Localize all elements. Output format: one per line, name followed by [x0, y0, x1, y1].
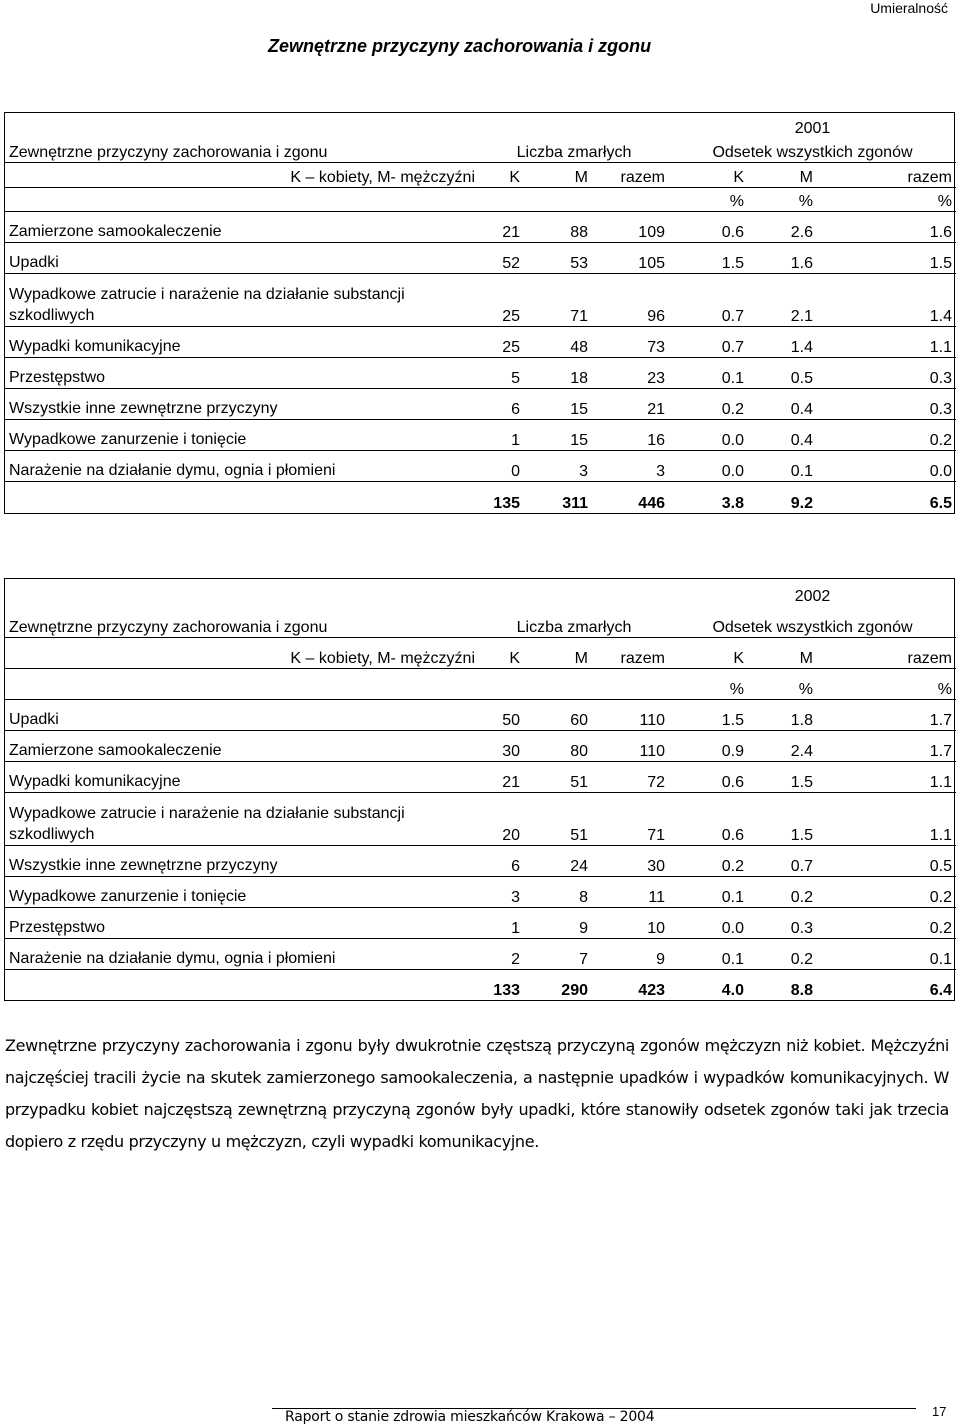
- value-cell: 2.1: [748, 273, 817, 326]
- value-cell: 1.1: [817, 761, 956, 792]
- table-row: [5, 326, 956, 357]
- value-cell: 0.1: [669, 876, 748, 907]
- subheader-k: K: [479, 637, 524, 668]
- table-2002: [4, 578, 955, 1001]
- value-cell: 0.2: [669, 845, 748, 876]
- subheader-razem: razem: [817, 637, 956, 668]
- value-cell: 3: [524, 450, 592, 481]
- value-cell: 2.6: [748, 211, 817, 242]
- total-value: 290: [561, 982, 588, 999]
- cause-label: Zamierzone samookaleczenie: [5, 730, 479, 761]
- value-cell: 25: [479, 326, 524, 357]
- total-value: 6.5: [929, 495, 952, 512]
- value-cell: 0.1: [669, 938, 748, 969]
- value-cell: 48: [524, 326, 592, 357]
- value-cell: 21: [479, 211, 524, 242]
- subheader-m: M: [748, 637, 817, 668]
- value-cell: 72: [592, 761, 669, 792]
- value-cell: 0.3: [817, 357, 956, 388]
- table-row: [5, 419, 956, 450]
- value-cell: 0.2: [748, 876, 817, 907]
- value-cell: 30: [592, 845, 669, 876]
- value-cell: 71: [592, 792, 669, 845]
- value-cell: 51: [524, 792, 592, 845]
- subheader-k: K: [479, 162, 524, 187]
- cause-label: Przestępstwo: [5, 907, 479, 938]
- total-row: [5, 969, 956, 1000]
- value-cell: 0.7: [748, 845, 817, 876]
- total-value: 311: [562, 495, 588, 512]
- cause-label: Wypadkowe zatrucie i narażenie na działanie substancji szkodliwych: [5, 792, 479, 845]
- cause-label: Narażenie na działanie dymu, ognia i płomieni: [5, 450, 479, 481]
- value-cell: 1: [479, 907, 524, 938]
- value-cell: 8: [524, 876, 592, 907]
- value-cell: 0.2: [817, 419, 956, 450]
- value-cell: 0.6: [669, 792, 748, 845]
- value-cell: 0.3: [817, 388, 956, 419]
- value-cell: 3: [592, 450, 669, 481]
- year-row: [5, 579, 956, 606]
- value-cell: 0.4: [748, 419, 817, 450]
- table-row: [5, 699, 956, 730]
- empty-cell: [5, 481, 479, 513]
- value-cell: 15: [524, 419, 592, 450]
- value-cell: 50: [479, 699, 524, 730]
- total-value: 3.8: [721, 495, 744, 512]
- table-row: [5, 730, 956, 761]
- sex-legend: K – kobiety, M- mężczyźni: [5, 637, 479, 668]
- running-header: Umieralność: [870, 0, 948, 16]
- value-cell: 9: [524, 907, 592, 938]
- value-cell: 0.0: [669, 907, 748, 938]
- total-value: 133: [493, 982, 520, 999]
- subheader-razem: razem: [817, 162, 956, 187]
- column-header-row: [5, 138, 956, 162]
- percent-column-header: Odsetek wszystkich zgonów: [669, 138, 956, 162]
- year-row: [5, 113, 956, 138]
- value-cell: 1.8: [748, 699, 817, 730]
- table-row: [5, 388, 956, 419]
- table-row: [5, 273, 956, 326]
- table-2001: [4, 112, 955, 514]
- value-cell: 0.6: [669, 761, 748, 792]
- footer-text: Raport o stanie zdrowia mieszkańców Krakowa – 2004: [285, 1409, 655, 1425]
- empty-cell: [5, 579, 669, 606]
- table-row: [5, 211, 956, 242]
- value-cell: 1.5: [748, 761, 817, 792]
- page-title: Zewnętrzne przyczyny zachorowania i zgonu: [268, 36, 652, 56]
- value-cell: 0.9: [669, 730, 748, 761]
- value-cell: 0.5: [748, 357, 817, 388]
- value-cell: 96: [592, 273, 669, 326]
- value-cell: 21: [592, 388, 669, 419]
- value-cell: 16: [592, 419, 669, 450]
- subheader-k: K: [669, 637, 748, 668]
- value-cell: 25: [479, 273, 524, 326]
- total-value: 423: [638, 982, 665, 999]
- value-cell: 0.1: [817, 938, 956, 969]
- year-label: 2001: [794, 120, 831, 137]
- value-cell: 0.2: [817, 907, 956, 938]
- value-cell: 23: [592, 357, 669, 388]
- cause-label: Wypadki komunikacyjne: [5, 761, 479, 792]
- value-cell: 10: [592, 907, 669, 938]
- value-cell: 1.5: [748, 792, 817, 845]
- table-row: [5, 938, 956, 969]
- value-cell: 30: [479, 730, 524, 761]
- cause-label: Wszystkie inne zewnętrzne przyczyny: [5, 845, 479, 876]
- value-cell: 53: [524, 242, 592, 273]
- value-cell: 105: [592, 242, 669, 273]
- table-row: [5, 242, 956, 273]
- value-cell: 9: [592, 938, 669, 969]
- value-cell: 0.0: [669, 419, 748, 450]
- value-cell: 0.1: [748, 450, 817, 481]
- value-cell: 109: [592, 211, 669, 242]
- table-row: [5, 876, 956, 907]
- value-cell: 3: [479, 876, 524, 907]
- subheader-row: [5, 162, 956, 187]
- value-cell: 110: [592, 699, 669, 730]
- sex-legend: K – kobiety, M- mężczyźni: [5, 162, 479, 187]
- value-cell: 1.7: [817, 699, 956, 730]
- value-cell: 1.5: [669, 242, 748, 273]
- page-number: 17: [932, 1404, 947, 1419]
- unit-percent: %: [669, 187, 748, 211]
- value-cell: 0.1: [669, 357, 748, 388]
- total-value: 446: [638, 495, 665, 512]
- value-cell: 0.2: [669, 388, 748, 419]
- cause-label: Zamierzone samookaleczenie: [5, 211, 479, 242]
- subheader-m: M: [524, 162, 592, 187]
- value-cell: 88: [524, 211, 592, 242]
- table-row: [5, 761, 956, 792]
- unit-percent: %: [748, 187, 817, 211]
- value-cell: 15: [524, 388, 592, 419]
- value-cell: 20: [479, 792, 524, 845]
- value-cell: 1: [479, 419, 524, 450]
- value-cell: 0: [479, 450, 524, 481]
- value-cell: 0.2: [817, 876, 956, 907]
- total-value: 9.2: [790, 495, 813, 512]
- value-cell: 1.5: [669, 699, 748, 730]
- value-cell: 5: [479, 357, 524, 388]
- deaths-column-header: Liczba zmarłych: [479, 606, 669, 637]
- cause-column-header: Zewnętrzne przyczyny zachorowania i zgonu: [5, 138, 479, 162]
- value-cell: 24: [524, 845, 592, 876]
- subheader-row: [5, 637, 956, 668]
- value-cell: 18: [524, 357, 592, 388]
- value-cell: 52: [479, 242, 524, 273]
- value-cell: 1.4: [748, 326, 817, 357]
- value-cell: 0.4: [748, 388, 817, 419]
- total-value: 4.0: [721, 982, 744, 999]
- cause-label: Wypadki komunikacyjne: [5, 326, 479, 357]
- cause-label: Wypadkowe zanurzenie i tonięcie: [5, 419, 479, 450]
- empty-cell: [5, 113, 669, 138]
- units-row: [5, 187, 956, 211]
- value-cell: 7: [524, 938, 592, 969]
- total-row: [5, 481, 956, 513]
- summary-paragraph: Zewnętrzne przyczyny zachorowania i zgonu były dwukrotnie częstszą przyczyną zgonów mężczyzn niż kobiet. Mężczyźni najczęściej tracili życie na skutek zamierzonego samookaleczenia, a następnie upadków i wypadków komunikacyjnych. W przypadku kobiet najczęstszą zewnętrzną przyczyną zgonów były upadki, które stanowiły odsetek zgonów taki jak trzecia dopiero z rzędu przyczyny u mężczyzn, czyli wypadki komunikacyjne.: [5, 1036, 949, 1151]
- empty-cell: [5, 668, 669, 699]
- unit-percent: %: [669, 668, 748, 699]
- value-cell: 1.1: [817, 326, 956, 357]
- value-cell: 0.3: [748, 907, 817, 938]
- value-cell: 0.7: [669, 326, 748, 357]
- value-cell: 1.1: [817, 792, 956, 845]
- unit-percent: %: [748, 668, 817, 699]
- value-cell: 0.5: [817, 845, 956, 876]
- cause-label: Narażenie na działanie dymu, ognia i płomieni: [5, 938, 479, 969]
- value-cell: 1.6: [817, 211, 956, 242]
- value-cell: 80: [524, 730, 592, 761]
- value-cell: 1.7: [817, 730, 956, 761]
- cause-column-header: Zewnętrzne przyczyny zachorowania i zgonu: [5, 606, 479, 637]
- column-header-row: [5, 606, 956, 637]
- cause-label: Upadki: [5, 242, 479, 273]
- value-cell: 0.0: [669, 450, 748, 481]
- total-value: 6.4: [929, 982, 952, 999]
- deaths-column-header: Liczba zmarłych: [479, 138, 669, 162]
- value-cell: 1.4: [817, 273, 956, 326]
- cause-label: Przestępstwo: [5, 357, 479, 388]
- value-cell: 2: [479, 938, 524, 969]
- subheader-m: M: [524, 637, 592, 668]
- total-value: 8.8: [790, 982, 813, 999]
- year-label: 2002: [794, 588, 831, 605]
- percent-column-header: Odsetek wszystkich zgonów: [669, 606, 956, 637]
- value-cell: 73: [592, 326, 669, 357]
- cause-label: Wypadkowe zanurzenie i tonięcie: [5, 876, 479, 907]
- value-cell: 110: [592, 730, 669, 761]
- table-row: [5, 450, 956, 481]
- cause-label: Wszystkie inne zewnętrzne przyczyny: [5, 388, 479, 419]
- value-cell: 1.6: [748, 242, 817, 273]
- value-cell: 60: [524, 699, 592, 730]
- unit-percent: %: [817, 668, 956, 699]
- table-row: [5, 357, 956, 388]
- units-row: [5, 668, 956, 699]
- cause-label: Upadki: [5, 699, 479, 730]
- value-cell: 11: [592, 876, 669, 907]
- table-row: [5, 792, 956, 845]
- total-value: 135: [493, 495, 520, 512]
- subheader-razem: razem: [592, 637, 669, 668]
- value-cell: 1.5: [817, 242, 956, 273]
- value-cell: 0.0: [817, 450, 956, 481]
- value-cell: 0.7: [669, 273, 748, 326]
- value-cell: 6: [479, 388, 524, 419]
- value-cell: 0.6: [669, 211, 748, 242]
- unit-percent: %: [817, 187, 956, 211]
- value-cell: 71: [524, 273, 592, 326]
- value-cell: 51: [524, 761, 592, 792]
- subheader-razem: razem: [592, 162, 669, 187]
- subheader-k: K: [669, 162, 748, 187]
- empty-cell: [5, 187, 669, 211]
- value-cell: 0.2: [748, 938, 817, 969]
- subheader-m: M: [748, 162, 817, 187]
- table-row: [5, 845, 956, 876]
- cause-label: Wypadkowe zatrucie i narażenie na działanie substancji szkodliwych: [5, 273, 479, 326]
- value-cell: 21: [479, 761, 524, 792]
- empty-cell: [5, 969, 479, 1000]
- value-cell: 6: [479, 845, 524, 876]
- value-cell: 2.4: [748, 730, 817, 761]
- table-row: [5, 907, 956, 938]
